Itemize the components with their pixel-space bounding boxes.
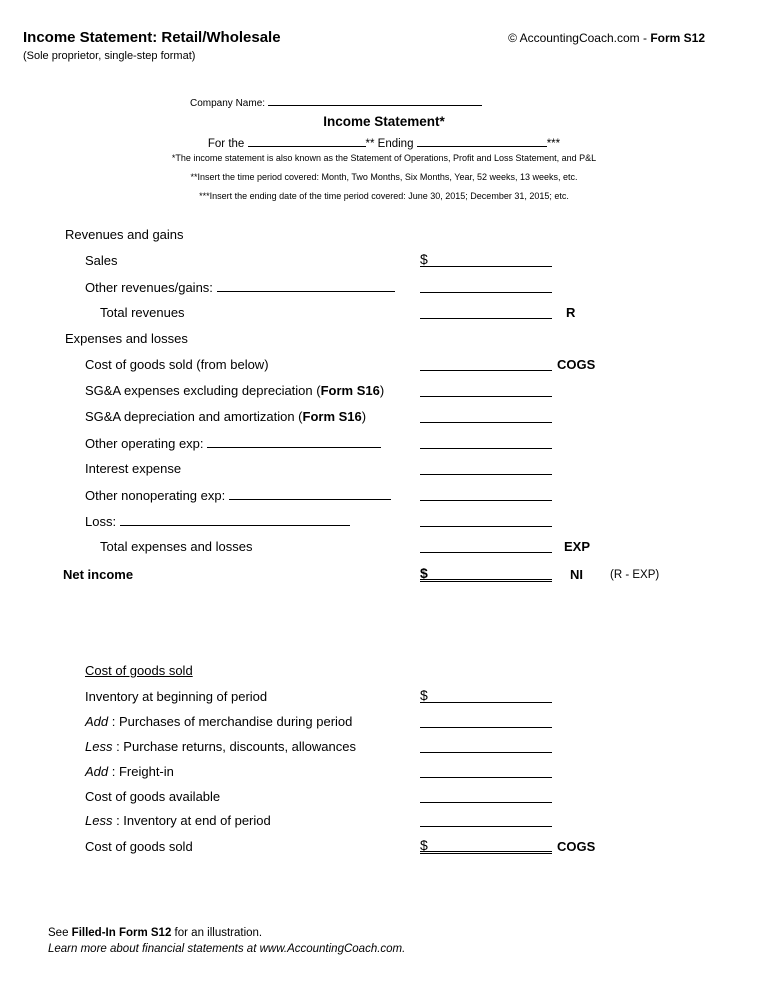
other-revenues-name-field[interactable] [217,279,395,292]
period-ending-label: ** Ending [365,138,414,150]
period-row [0,135,768,150]
footer-see-suffix: for an illustration. [171,927,263,939]
sales-label: Sales [85,253,118,268]
purchases-label: : Purchases of merchandise during period [108,714,353,729]
sga-depreciation-label: SG&A depreciation and amortization ( [85,409,303,424]
interest-expense-field[interactable] [420,459,552,475]
loss-name-field[interactable] [120,513,350,526]
statement-title: Income Statement* [323,114,445,129]
interest-expense-label: Interest expense [85,461,182,476]
sga-form-ref: Form S16 [320,383,380,398]
footnote-1: *The income statement is also known as the Statement of Operations, Profit and Loss Statement, and P&L [171,153,597,163]
purchase-returns-field[interactable] [420,737,552,753]
cogs-total-dollar: $ [420,837,428,853]
net-income-dollar: $ [420,565,428,581]
inventory-end-field[interactable] [420,811,552,827]
total-revenues-label: Total revenues [100,305,185,320]
copyright-text: © AccountingCoach.com - [508,31,651,45]
period-length-field[interactable] [248,135,366,147]
purchase-returns-less-prefix: Less [85,739,113,754]
total-expenses-code: EXP [564,539,591,554]
total-revenues-code: R [566,305,576,320]
period-end-date-field[interactable] [417,135,547,147]
freight-in-row [85,764,174,779]
total-expenses-label: Total expenses and losses [100,539,253,554]
cogs-total-code: COGS [557,839,596,854]
cogs-expense-label: Cost of goods sold (from below) [85,357,269,372]
inventory-begin-field[interactable] [420,687,552,703]
sales-field[interactable] [420,251,552,267]
net-income-label: Net income [63,567,134,582]
other-operating-name-field[interactable] [207,435,381,448]
total-expenses-field[interactable] [420,537,552,553]
footnote-2: **Insert the time period covered: Month, Two Months, Six Months, Year, 52 weeks, 13 weeks, etc. [190,172,578,182]
net-income-formula: (R - EXP) [610,569,660,581]
other-nonoperating-label: Other nonoperating exp: [85,488,226,503]
period-suffix: *** [546,138,561,150]
goods-available-label: Cost of goods available [85,789,221,804]
loss-field[interactable] [420,511,552,527]
sga-expense-field[interactable] [420,381,552,397]
freight-in-add-prefix: Add [85,764,109,779]
sga-depreciation-field[interactable] [420,407,552,423]
company-name-row [190,95,482,109]
inventory-end-row [85,813,271,828]
depreciation-form-ref: Form S16 [302,409,362,424]
sales-dollar: $ [420,251,428,267]
page-title: Income Statement: Retail/Wholesale [23,29,281,46]
total-revenues-field[interactable] [420,303,552,319]
purchase-returns-label: : Purchase returns, discounts, allowances [112,739,356,754]
net-income-code: NI [570,567,583,582]
sga-expense-label: SG&A expenses excluding depreciation ( [85,383,321,398]
footnote-3: ***Insert the ending date of the time period covered: June 30, 2015; December 31, 2015; etc. [199,191,569,201]
cogs-total-label: Cost of goods sold [85,839,193,854]
sga-expense-close: ) [379,383,385,398]
page-subtitle: (Sole proprietor, single-step format) [23,50,196,62]
period-for-label: For the [207,138,245,150]
other-revenues-label: Other revenues/gains: [85,280,213,295]
purchase-returns-row [85,739,356,754]
footer-learn-more: Learn more about financial statements at www.AccountingCoach.com. [48,943,406,955]
other-revenues-row [85,279,395,295]
filled-in-form-link[interactable]: Filled-In Form S12 [71,927,172,939]
freight-in-field[interactable] [420,762,552,778]
net-income-field[interactable] [420,565,552,582]
footer-see-note [48,927,262,939]
other-operating-field[interactable] [420,433,552,449]
cogs-heading: Cost of goods sold [85,663,193,678]
other-nonoperating-name-field[interactable] [229,487,391,500]
purchases-field[interactable] [420,712,552,728]
cogs-total-field[interactable] [420,837,552,854]
company-name-field[interactable] [268,95,482,106]
copyright-notice [508,31,705,45]
company-name-label: Company Name: [190,98,266,109]
other-nonoperating-row [85,487,391,503]
other-operating-row [85,435,381,451]
purchases-add-prefix: Add [85,714,109,729]
cogs-expense-code: COGS [557,357,596,372]
inventory-begin-label: Inventory at beginning of period [85,689,268,704]
other-nonoperating-field[interactable] [420,485,552,501]
other-revenues-field[interactable] [420,277,552,293]
expenses-heading: Expenses and losses [65,331,188,346]
inventory-end-label: : Inventory at end of period [112,813,271,828]
sga-depreciation-row [85,409,366,424]
revenues-heading: Revenues and gains [65,227,184,242]
loss-row [85,513,350,529]
purchases-row [85,714,352,729]
sga-depreciation-close: ) [361,409,367,424]
freight-in-label: : Freight-in [108,764,174,779]
goods-available-field[interactable] [420,787,552,803]
loss-label: Loss: [85,514,117,529]
form-number: Form S12 [650,31,705,45]
other-operating-label: Other operating exp: [85,436,204,451]
inventory-end-less-prefix: Less [85,813,113,828]
footer-see-prefix: See [48,927,72,939]
sga-expense-row [85,383,384,398]
cogs-expense-field[interactable] [420,355,552,371]
inventory-begin-dollar: $ [420,687,428,703]
